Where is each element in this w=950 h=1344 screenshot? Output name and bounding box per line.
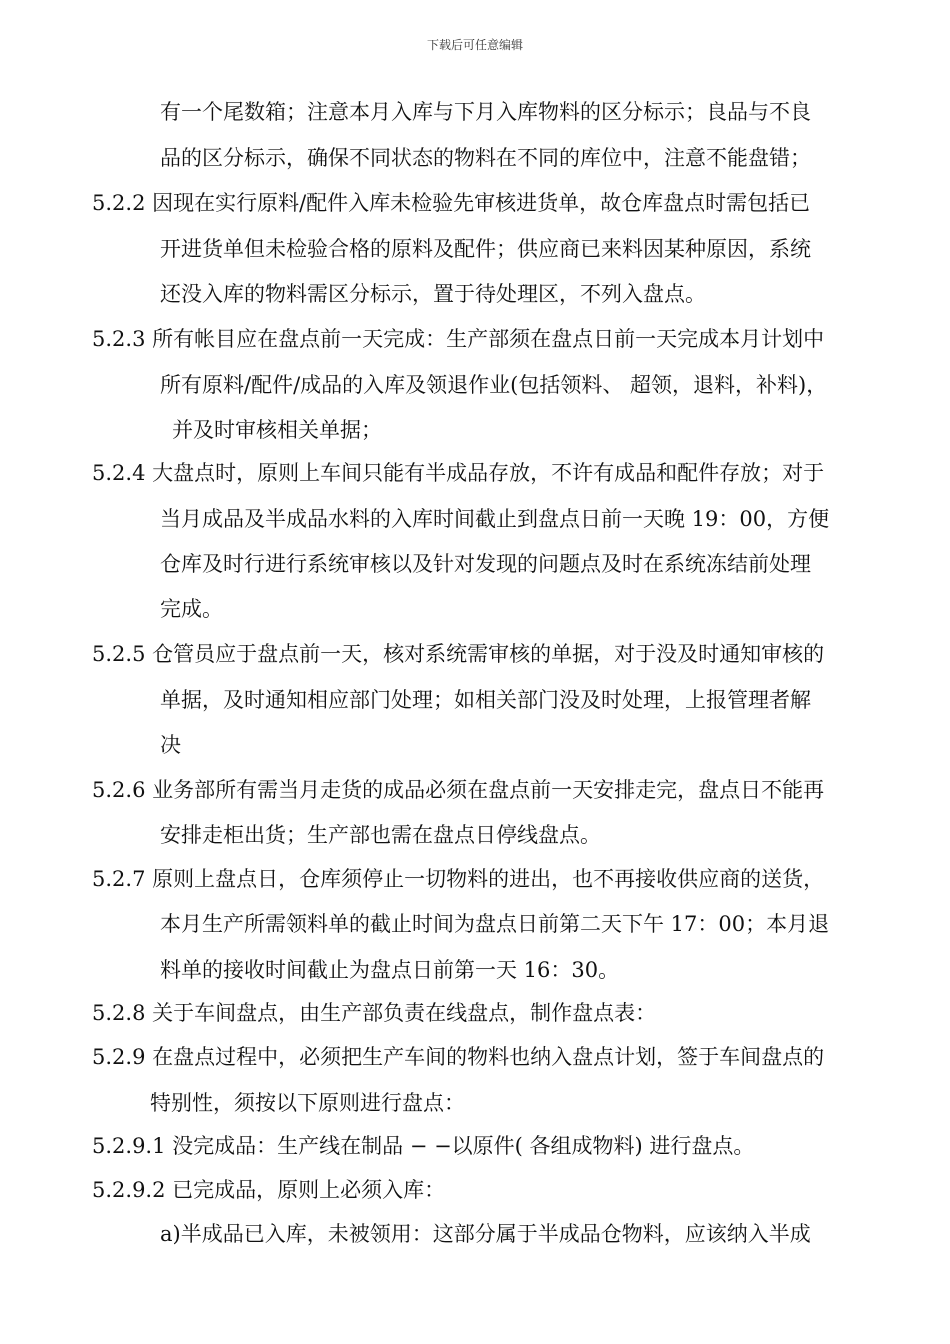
page-header: 下载后可任意编辑 (426, 38, 523, 52)
text-line: 单据，及时通知相应部门处理；如相关部门没及时处理，上报管理者解 (160, 688, 811, 712)
clause-5-2-2: 5.2.2 因现在实行原料/配件入库未检验先审核进货单，故仓库盘点时需包括已 (92, 191, 811, 215)
clause-5-2-9-1: 5.2.9.1 没完成品：生产线在制品 − −以原件( 各组成物料) 进行盘点。 (92, 1134, 755, 1158)
text-line: 所有原料/配件/成品的入库及领退作业(包括领料、 超领，退料，补料)， (160, 373, 828, 397)
text-line: 当月成品及半成品水料的入库时间截止到盘点日前一天晚 19：00，方便 (160, 507, 830, 531)
text-line: 安排走柜出货；生产部也需在盘点日停线盘点。 (160, 823, 601, 847)
text-line: 仓库及时行进行系统审核以及针对发现的问题点及时在系统冻结前处理 (160, 552, 811, 576)
text-line: 有一个尾数箱；注意本月入库与下月入库物料的区分标示；良品与不良 (160, 100, 811, 124)
text-line: 料单的接收时间截止为盘点日前第一天 16：30。 (160, 958, 620, 982)
text-line: 决 (160, 733, 181, 757)
clause-5-2-9-2: 5.2.9.2 已完成品，原则上必须入库： (92, 1178, 446, 1202)
clause-5-2-5: 5.2.5 仓管员应于盘点前一天，核对系统需审核的单据，对于没及时通知审核的 (92, 642, 825, 666)
text-line: 还没入库的物料需区分标示，置于待处理区，不列入盘点。 (160, 282, 706, 306)
clause-5-2-3: 5.2.3 所有帐目应在盘点前一天完成：生产部须在盘点日前一天完成本月计划中 (92, 327, 825, 351)
clause-5-2-8: 5.2.8 关于车间盘点，由生产部负责在线盘点，制作盘点表： (92, 1001, 657, 1025)
text-line: 并及时审核相关单据； (172, 418, 382, 442)
clause-5-2-6: 5.2.6 业务部所有需当月走货的成品必须在盘点前一天安排走完，盘点日不能再 (92, 778, 825, 802)
text-line: 开进货单但未检验合格的原料及配件；供应商已来料因某种原因，系统 (160, 237, 811, 261)
clause-5-2-9: 5.2.9 在盘点过程中，必须把生产车间的物料也纳入盘点计划，签于车间盘点的 (92, 1045, 825, 1069)
clause-5-2-7: 5.2.7 原则上盘点日，仓库须停止一切物料的进出，也不再接收供应商的送货， (92, 867, 825, 891)
clause-5-2-4: 5.2.4 大盘点时，原则上车间只能有半成品存放，不许有成品和配件存放；对于 (92, 461, 825, 485)
text-line: 完成。 (160, 597, 223, 621)
text-line: 品的区分标示，确保不同状态的物料在不同的库位中，注意不能盘错； (160, 146, 811, 170)
list-item-a: a)半成品已入库，未被领用：这部分属于半成品仓物料，应该纳入半成 (160, 1222, 811, 1246)
text-line: 本月生产所需领料单的截止时间为盘点日前第二天下午 17：00；本月退 (160, 912, 830, 936)
text-line: 特别性，须按以下原则进行盘点： (150, 1091, 465, 1115)
